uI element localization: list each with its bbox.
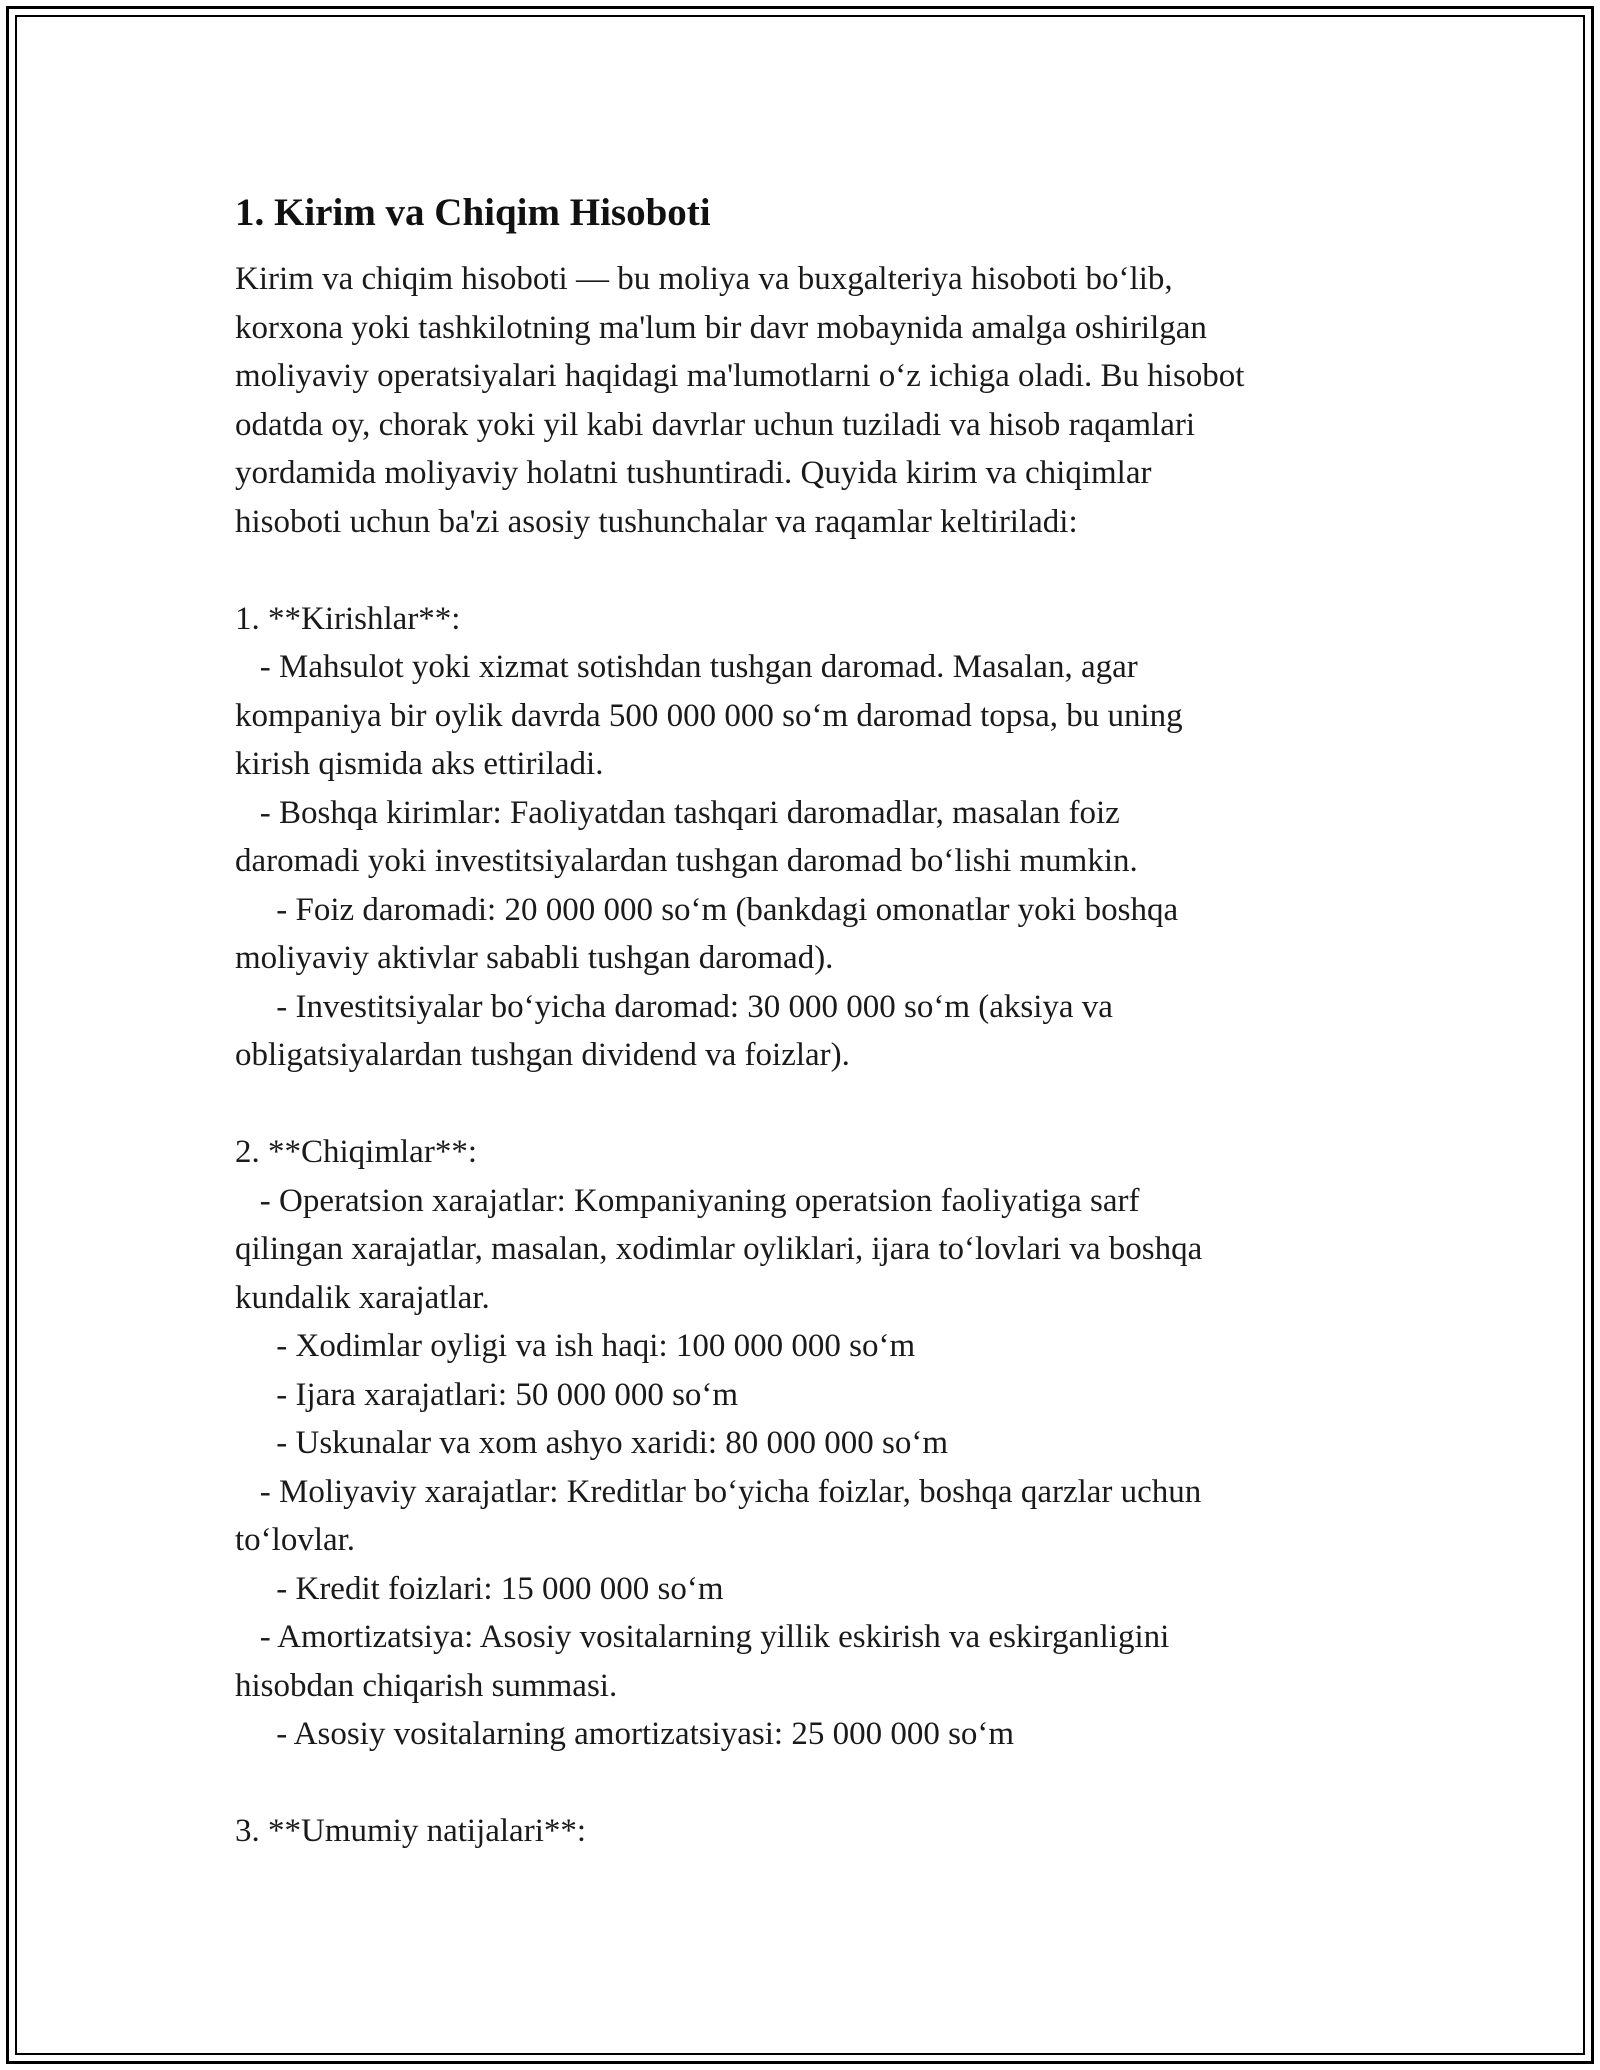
document-body [235,185,1375,1856]
section-expenses: 2. **Chiqimlar**: - Operatsion xarajatlar: Kompaniyaning operatsion faoliyatiga sarf qilingan xarajatlar, masalan, xodimlar oyliklari, ijara to‘lovlari va boshqa kundalik xarajatlar. - Xodimlar oyligi va ish haqi: 100 000 000 so‘m - Ijara xarajatlari: 50 000 000 so‘m - Uskunalar va xom ashyo xaridi: 80 000 000 so‘m - Moliyaviy xarajatlar: Kreditlar bo‘yicha foizlar, boshqa qarzlar uchun to‘lovlar. - Kredit foizlari: 15 000 000 so‘m - Amortizatsiya: Asosiy vositalarning yillik eskirish va eskirganligini hisobdan chiqarish summasi. - Asosiy vositalarning amortizatsiyasi: 25 000 000 so‘m [235,1134,1203,1752]
section-income: 1. **Kirishlar**: - Mahsulot yoki xizmat sotishdan tushgan daromad. Masalan, agar kompaniya bir oylik davrda 500 000 000 so‘m daromad topsa, bu uning kirish qismida aks ettiriladi. - Boshqa kirimlar: Faoliyatdan tashqari daromadlar, masalan foiz daromadi yoki investitsiyalardan tushgan daromad bo‘lishi mumkin. - Foiz daromadi: 20 000 000 so‘m (bankdagi omonatlar yoki boshqa moliyaviy aktivlar sababli tushgan daromad). - Investitsiyalar bo‘yicha daromad: 30 000 000 so‘m (aksiya va obligatsiyalardan tushgan dividend va foizlar). [235,600,1183,1073]
page-title: 1. Kirim va Chiqim Hisoboti [235,191,711,234]
spacer-line [235,1759,1375,1808]
intro-paragraph: Kirim va chiqim hisoboti — bu moliya va buxgalteriya hisoboti bo‘lib, korxona yoki tashkilotning ma'lum bir davr mobaynida amalga oshirilgan moliyaviy operatsiyalari haqidagi ma'lumotlarni o‘z ichiga oladi. Bu hisobot odatda oy, chorak yoki yil kabi davrlar uchun tuziladi va hisob raqamlari yordamida moliyaviy holatni tushuntiradi. Quyida kirim va chiqimlar hisoboti uchun ba'zi asosiy tushunchalar va raqamlar keltiriladi: [235,261,1245,540]
spacer-line [235,1080,1375,1129]
section-results: 3. **Umumiy natijalari**: [235,1813,587,1849]
spacer-line [235,546,1375,595]
